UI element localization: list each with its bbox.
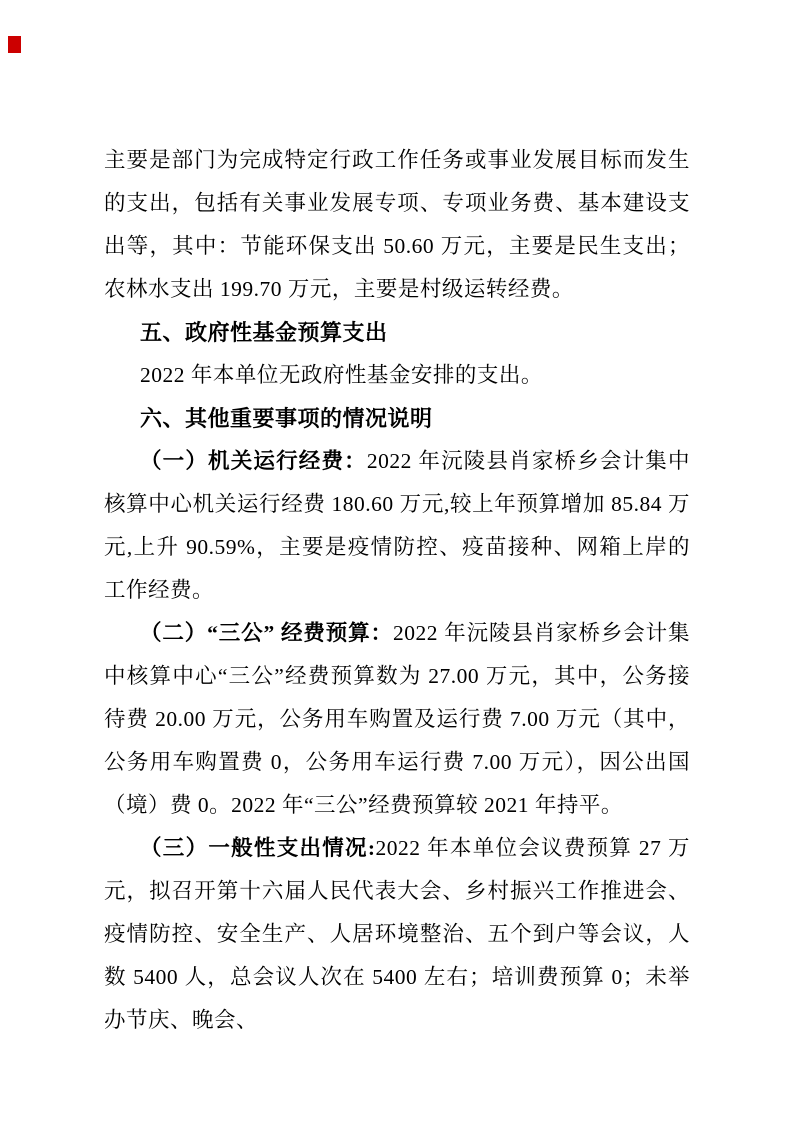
paragraph-lead-agency-operating-cost: （一）机关运行经费： [140, 449, 367, 473]
paragraph-text-three-public-budget: 2022 年沅陵县肖家桥乡会计集中核算中心“三公”经费预算数为 27.00 万元，其中，公务接待费 20.00 万元，公务用车购置及运行费 7.00 万元（其中，公务用车购置费 0，公务用车运行费 7.00 万元），因公出国（境）费 0。2022 年“三公”经费预算较 2021 年持平。 [104, 621, 690, 817]
section-heading-government-fund-budget: 五、政府性基金预算支出 [140, 320, 388, 345]
paragraph-agency-operating-cost [104, 440, 690, 612]
red-marker [8, 36, 21, 53]
document-content [104, 139, 690, 1042]
paragraph-text-agency-operating-cost: 2022 年沅陵县肖家桥乡会计集中核算中心机关运行经费 180.60 万元,较上年预算增加 85.84 万元,上升 90.59%，主要是疫情防控、疫苗接种、网箱上岸的工作经费。 [104, 449, 690, 602]
paragraph-general-expenditure [104, 827, 690, 1042]
paragraph-lead-three-public-budget: （二）“三公” 经费预算： [140, 621, 393, 645]
paragraph-text-general-expenditure: 2022 年本单位会议费预算 27 万元，拟召开第十六届人民代表大会、乡村振兴工作推进会、疫情防控、安全生产、人居环境整治、五个到户等会议，人数 5400 人，总会议人次在 5400 左右；培训费预算 0；未举办节庆、晚会、 [104, 836, 690, 1032]
paragraph-three-public-budget [104, 612, 690, 827]
section-heading-other-important-items: 六、其他重要事项的情况说明 [140, 406, 433, 431]
paragraph-lead-general-expenditure: （三）一般性支出情况: [140, 836, 376, 860]
continued-paragraph-department-expenditure: 主要是部门为完成特定行政工作任务或事业发展目标而发生的支出，包括有关事业发展专项、专项业务费、基本建设支出等，其中：节能环保支出 50.60 万元，主要是民生支出；农林水支出 199.70 万元，主要是村级运转经费。 [104, 148, 690, 301]
paragraph-government-fund-statement: 2022 年本单位无政府性基金安排的支出。 [140, 363, 543, 387]
